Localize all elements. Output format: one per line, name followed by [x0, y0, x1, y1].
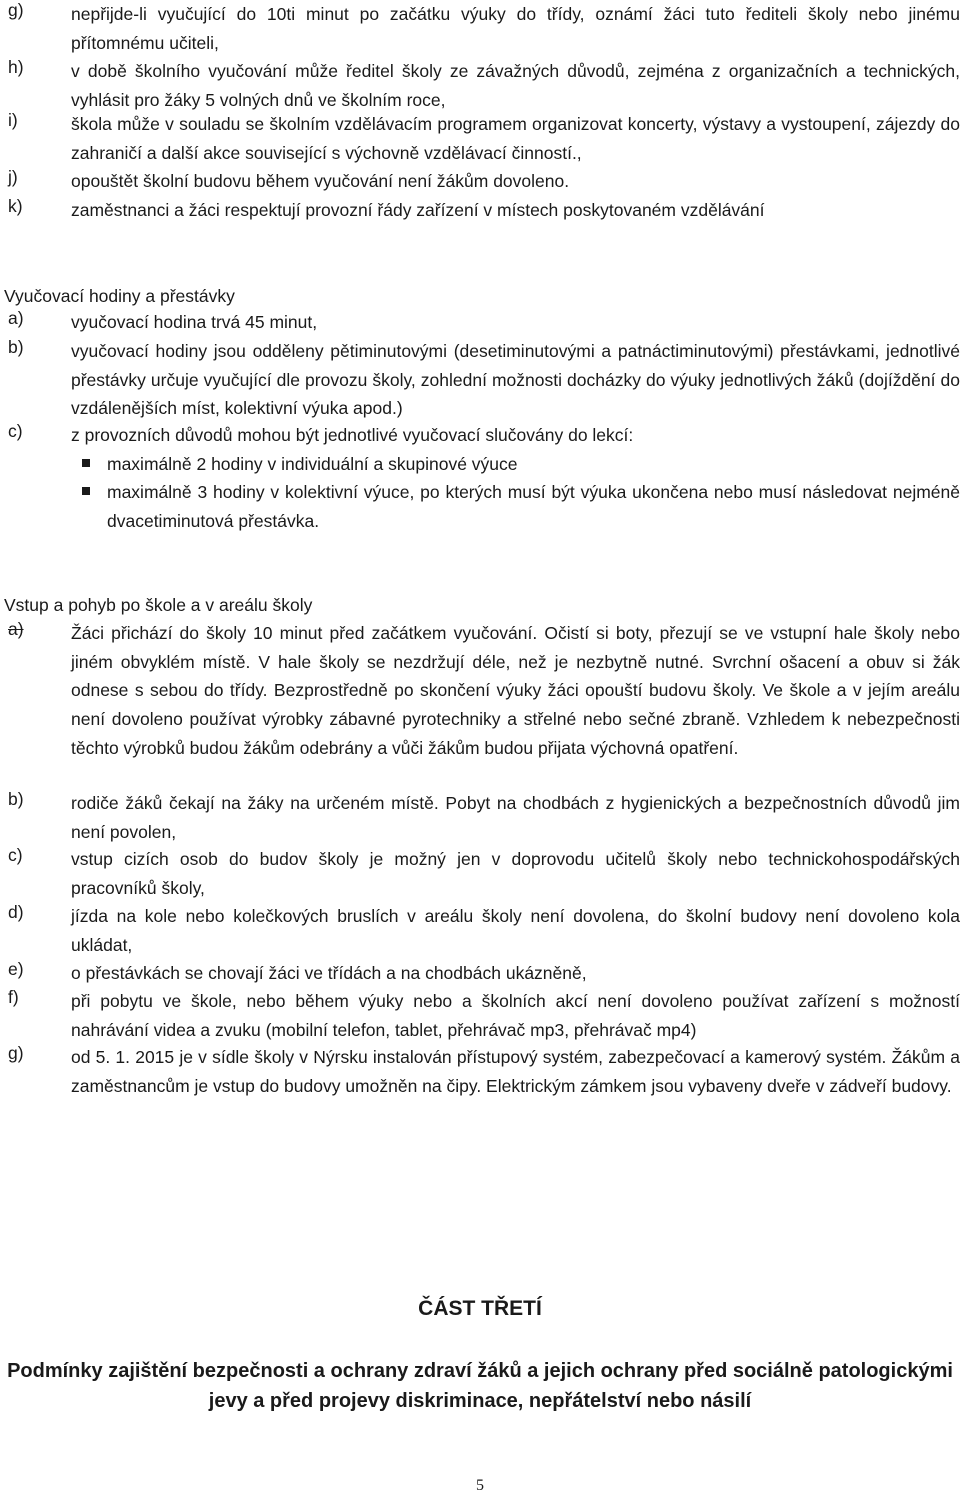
list-item-h [8, 57, 960, 114]
page-number: 5 [476, 1477, 484, 1494]
list-item-text: vstup cizích osob do budov školy je možný jen v doprovodu učitelů školy nebo technickohospodářských pracovníků školy, [71, 849, 960, 898]
list-item-g [8, 1043, 960, 1100]
list-marker-struck: a) [8, 619, 24, 639]
part-title: ČÁST TŘETÍ [418, 1297, 542, 1320]
list-marker: f) [8, 987, 19, 1007]
list-item-j [8, 167, 960, 196]
list-item-text: o přestávkách se chovají žáci ve třídách a na chodbách ukázněně, [71, 963, 587, 983]
list-item-c [8, 845, 960, 902]
bullet-text: maximálně 3 hodiny v kolektivní výuce, po kterých musí být výuka ukončena nebo musí následovat nejméně dvacetiminutová přestávka. [107, 482, 960, 531]
square-bullet-icon [82, 487, 90, 495]
list-item-b [8, 337, 960, 423]
list-marker: b) [8, 789, 24, 809]
list-item-i [8, 110, 960, 167]
list-marker: g) [8, 0, 24, 20]
list-item-text: nepřijde-li vyučující do 10ti minut po začátku výuky do třídy, oznámí žáci tuto řediteli školy nebo jinému přítomnému učiteli, [71, 4, 960, 53]
section-heading-hours: Vyučovací hodiny a přestávky [4, 286, 235, 306]
bullet-item [74, 478, 960, 535]
list-item-a [8, 308, 960, 337]
list-item-d [8, 902, 960, 959]
list-marker: c) [8, 845, 23, 865]
list-item-text: opouštět školní budovu během vyučování není žákům dovoleno. [71, 171, 570, 191]
section-heading-entry: Vstup a pohyb po škole a v areálu školy [4, 595, 313, 615]
list-item-text: rodiče žáků čekají na žáky na určeném místě. Pobyt na chodbách z hygienických a bezpečnostních důvodů jim není povolen, [71, 793, 960, 842]
list-item-text: jízda na kole nebo kolečkových bruslích v areálu školy není dovolena, do školní budovy není dovoleno kola ukládat, [71, 906, 960, 955]
list-marker: d) [8, 902, 24, 922]
list-item-text: z provozních důvodů mohou být jednotlivé vyučovací slučovány do lekcí: [71, 425, 634, 445]
list-item-k [8, 196, 960, 225]
list-item-text: vyučovací hodina trvá 45 minut, [71, 312, 318, 332]
list-marker: e) [8, 959, 24, 979]
list-item-text: zaměstnanci a žáci respektují provozní řády zařízení v místech poskytovaném vzdělávání [71, 200, 765, 220]
list-item-text: od 5. 1. 2015 je v sídle školy v Nýrsku instalován přístupový systém, zabezpečovací a kamerový systém. Žákům a zaměstnancům je vstup do budovy umožněn na čipy. Elektrickým zámkem jsou vybaveny dveře v zádveří budovy. [71, 1047, 960, 1096]
square-bullet-icon [82, 459, 90, 467]
list-marker: g) [8, 1043, 24, 1063]
list-marker: b) [8, 337, 24, 357]
list-item-text: Žáci přichází do školy 10 minut před začátkem vyučování. Očistí si boty, přezují se ve vstupní hale školy nebo jiném obvyklém místě. V hale školy se nezdržují déle, než je nezbytně nutné. Svrchní ošacení a obuv si žák odnese s sebou do třídy. Bezprostředně po skončení výuky žáci opouští budovu školy. Ve škole a v jejím areálu není dovoleno používat výrobky zábavné pyrotechniky a střelné nebo sečné zbraně. Vzhledem k nebezpečnosti těchto výrobků budou žákům odebrány a vůči žákům budou přijata výchovná opatření. [71, 623, 960, 758]
bullet-text: maximálně 2 hodiny v individuální a skupinové výuce [107, 454, 518, 474]
list-item-c [8, 421, 960, 450]
list-item-text: vyučovací hodiny jsou odděleny pětiminutovými (desetiminutovými a patnáctiminutovými) přestávkami, jednotlivé přestávky určuje vyučující dle provozu školy, zohlední možnosti docházky do výuky jednotlivých žáků (dojíždění do vzdálenějších míst, kolektivní výuka apod.) [71, 341, 960, 419]
list-marker: i) [8, 110, 18, 130]
list-marker: a) [8, 308, 24, 328]
list-marker: k) [8, 196, 23, 216]
list-marker: h) [8, 57, 24, 77]
bullet-item [74, 450, 960, 479]
list-item-a [8, 619, 960, 763]
part-subtitle: Podmínky zajištění bezpečnosti a ochrany zdraví žáků a jejich ochrany před sociálně patologickými jevy a před projevy diskriminace, nepřátelství nebo násilí [7, 1360, 953, 1412]
list-item-b [8, 789, 960, 846]
list-item-text: škola může v souladu se školním vzdělávacím programem organizovat koncerty, výstavy a vystoupení, zájezdy do zahraničí a další akce související s výchovně vzdělávací činností., [71, 114, 960, 163]
list-item-text: při pobytu ve škole, nebo během výuky nebo a školních akcí není dovoleno používat zařízení s možností nahrávání videa a zvuku (mobilní telefon, tablet, přehrávač mp3, přehrávač mp4) [71, 991, 960, 1040]
list-item-text: v době školního vyučování může ředitel školy ze závažných důvodů, zejména z organizačních a technických, vyhlásit pro žáky 5 volných dnů ve školním roce, [71, 61, 960, 110]
list-marker: c) [8, 421, 23, 441]
list-marker: j) [8, 167, 18, 187]
list-item-e [8, 959, 960, 988]
list-item-g [8, 0, 960, 57]
list-item-f [8, 987, 960, 1044]
